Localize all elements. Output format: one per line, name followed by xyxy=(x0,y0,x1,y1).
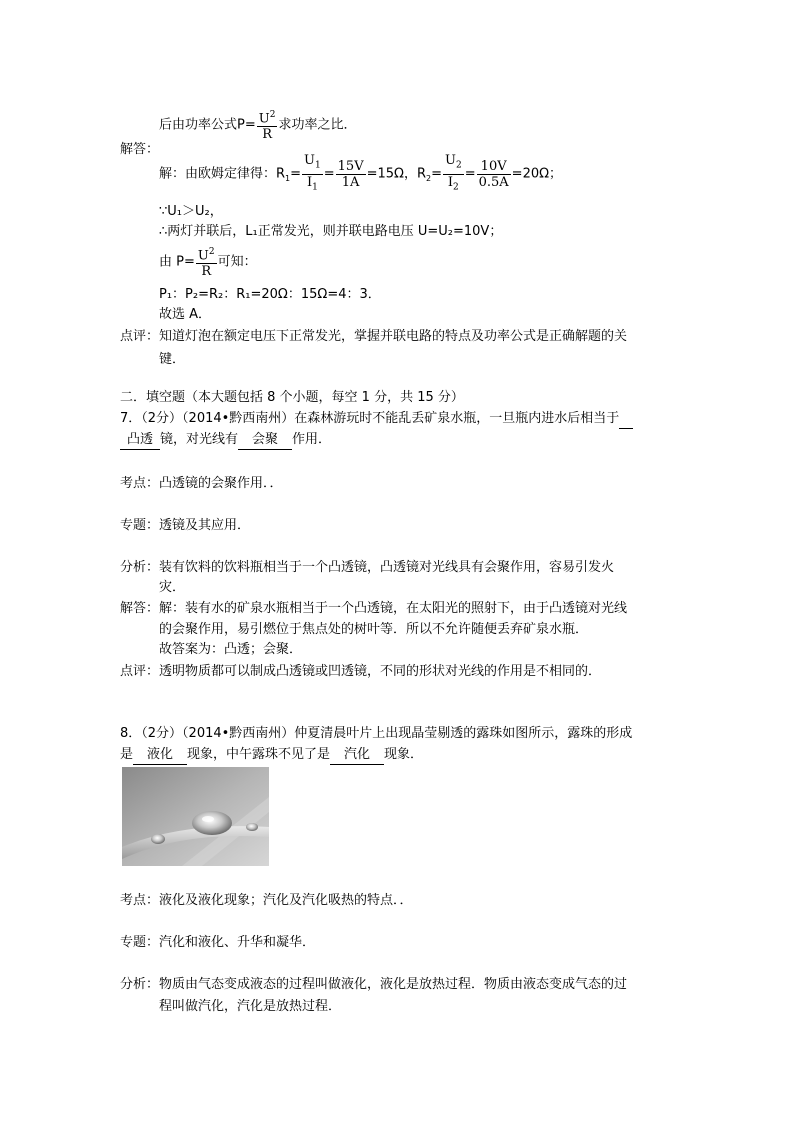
q8-fenxi-label: 分析： xyxy=(120,977,160,992)
q8-answer-blank-1: 液化 xyxy=(133,746,187,765)
q7-fenxi-line-1: 装有饮料的饮料瓶相当于一个凸透镜，凸透镜对光线具有会聚作用，容易引发火 xyxy=(159,560,615,575)
solution-line-3: ∴两灯并联后，L₁正常发光，则并联电路电压 U=U₂=10V； xyxy=(159,224,503,239)
q7-fenxi-line-2: 灾． xyxy=(159,580,186,595)
q8-kaodian: 考点：液化及液化现象；汽化及汽化吸热的特点．． xyxy=(120,893,413,908)
hint-after: 求功率之比． xyxy=(278,117,357,133)
q8-fenxi-line-2: 程叫做汽化，汽化是放热过程． xyxy=(159,999,342,1014)
comment-label: 点评： xyxy=(120,329,160,344)
q8-zhuanti: 专题：汽化和液化、升华和凝华． xyxy=(120,935,316,950)
q7-jieda-line-1: 解：装有水的矿泉水瓶相当于一个凸透镜，在太阳光的照射下，由于凸透镜对光线 xyxy=(159,601,628,616)
q7-stem-line-2: 凸透 镜，对光线有 会聚 作用． xyxy=(120,431,331,450)
fraction-15v-1a: $\frac{15V}{1A}$ xyxy=(337,158,364,190)
comment-line-1: 知道灯泡在额定电压下正常发光，掌握并联电路的特点及功率公式是正确解题的关 xyxy=(159,329,628,344)
q7-answer-blank-1: 凸透 xyxy=(120,431,160,450)
solution-line-1: 解：由欧姆定律得：$R_1=$ $\frac{U_1}{I_1}$ = $\frac{15V}{1A}$ =15Ω，$R_2=$ $\frac{U_2}{I_2}$ = $\frac{10V}{0.5A}$ =20Ω； xyxy=(159,153,562,195)
q7-stem-line-1: 7．（2分）（2014•黔西南州）在森林游玩时不能乱丢矿泉水瓶，一旦瓶内进水后相当于 xyxy=(120,410,633,429)
q8-fenxi-line-1: 物质由气态变成液态的过程叫做液化，液化是放热过程．物质由液态变成气态的过 xyxy=(159,977,628,992)
hint-line xyxy=(159,108,356,142)
q8-answer-blank-2: 汽化 xyxy=(330,746,384,765)
solution-line-6: 故选 A． xyxy=(159,307,212,322)
q7-fenxi-label: 分析： xyxy=(120,560,160,575)
q7-kaodian: 考点：凸透镜的会聚作用．． xyxy=(120,476,283,491)
fraction-u1-i1: $\frac{U_1}{I_1}$ xyxy=(304,153,321,193)
hint-before: 后由功率公式P= xyxy=(159,117,256,133)
q7-jieda-line-3: 故答案为：凸透；会聚． xyxy=(159,642,303,657)
q7-dianping: 点评：透明物质都可以制成凸透镜或凹透镜，不同的形状对光线的作用是不相同的． xyxy=(120,664,602,679)
dewdrop-leaf-photo xyxy=(122,767,269,866)
section-heading: 二．填空题（本大题包括 8 个小题，每空 1 分，共 15 分） xyxy=(120,390,464,405)
solution-line-2: ∵U₁＞U₂， xyxy=(159,204,223,219)
q8-stem-line-1: 8．（2分）（2014•黔西南州）仲夏清晨叶片上出现晶莹剔透的露珠如图所示，露珠的形成 xyxy=(120,726,633,741)
q7-answer-blank-2: 会聚 xyxy=(238,431,292,450)
power-formula-fraction-2: $\frac{U^2}{R}$ xyxy=(197,247,215,280)
solution-line-4: 由 P= $\frac{U^2}{R}$ 可知： xyxy=(159,247,257,280)
fraction-u2-i2: $\frac{U_2}{I_2}$ xyxy=(445,153,462,193)
solution-line-5: P₁：P₂=R₂：R₁=20Ω：15Ω=4：3． xyxy=(159,287,381,302)
answer-label: 解答： xyxy=(120,142,160,157)
q7-jieda-label: 解答： xyxy=(120,601,160,616)
q7-jieda-line-2: 的会聚作用，易引燃位于焦点处的树叶等．所以不允许随便丢弃矿泉水瓶． xyxy=(159,622,589,637)
q7-zhuanti: 专题：透镜及其应用． xyxy=(120,518,251,533)
power-formula-fraction: $\frac{U^2}{R}$ xyxy=(258,110,276,143)
fraction-10v-05a: $\frac{10V}{0.5A}$ xyxy=(478,158,509,190)
comment-line-2: 键． xyxy=(159,352,186,367)
q8-stem-line-2: 是 液化 现象，中午露珠不见了是 汽化 现象． xyxy=(120,746,423,765)
